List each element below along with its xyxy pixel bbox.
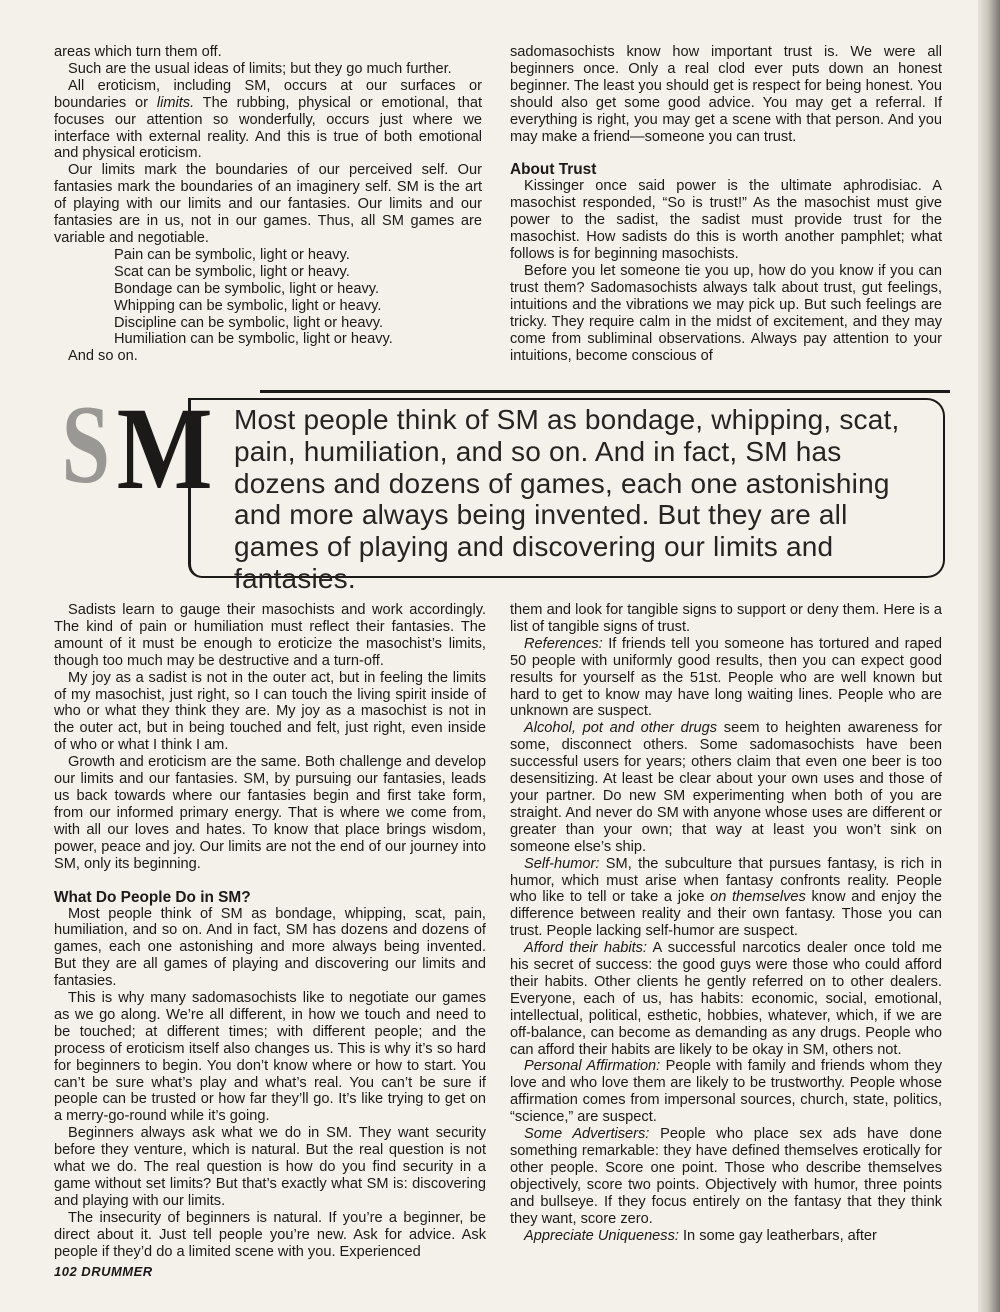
sm-logo-s: S (61, 390, 111, 496)
paragraph: My joy as a sadist is not in the outer act, but in feeling the limits of my masochist, just right, so I can touch the living spirit inside of who or what they think they are. My joy as a masochist is not in the outer act, but in being touched and felt, just right, even inside of who or what I think I am. (54, 669, 486, 754)
paragraph: Beginners always ask what we do in SM. They want security before they venture, which is natural. But the real question is not what we do. The real question is how do you find security in a game without set limits? But that’s exactly what SM is: discovering and playing with our limits. (54, 1125, 486, 1209)
sm-logo-m: M (116, 390, 213, 496)
page-footer: 102 DRUMMER (54, 1264, 153, 1279)
paragraph: Personal Affirmation: People with family and friends whom they love and who love them are likely to be trustworthy. People whose affirmation comes from impersonal sources, church, state, politics, “science,” are suspect. (510, 1058, 942, 1126)
paragraph: Most people think of SM as bondage, whipping, scat, pain, humiliation, and so on. And in fact, SM has dozens and dozens of games, each one astonishing and more always being invented. But they are all games of playing and discovering our limits and fantasies. (54, 905, 486, 990)
pull-quote (60, 386, 950, 594)
paragraph: Sadists learn to gauge their masochists and work accordingly. The kind of pain or humiliation must reflect their fantasies. The amount of it must be enough to eroticize the masochist’s limits, though too much may be destructive and a turn-off. (54, 602, 486, 669)
column-top-right (510, 44, 942, 364)
paragraph: them and look for tangible signs to support or deny them. Here is a list of tangible signs of trust. (510, 602, 942, 635)
paragraph: areas which turn them off. (54, 44, 222, 60)
column-bottom-left (54, 602, 486, 1261)
pull-quote-text: Most people think of SM as bondage, whipping, scat, pain, humiliation, and so on. And in fact, SM has dozens and dozens of games, each one astonishing and more always being invented. But they are all games of playing and discovering our limits and fantasies. (234, 404, 900, 594)
paragraph: Such are the usual ideas of limits; but they go much further. (68, 60, 452, 77)
column-top-left (54, 44, 482, 365)
list-item: Whipping can be symbolic, light or heavy. (114, 297, 382, 314)
paragraph: Appreciate Uniqueness: In some gay leatherbars, after (524, 1227, 877, 1244)
paragraph: All eroticism, including SM, occurs at our surfaces or boundaries or limits. The rubbing, physical or emotional, that focuses our attention so wonderfully, occurs just where we interface with external reality. And this is true of both emotional and physical eroticism. (54, 77, 482, 162)
paragraph: sadomasochists know how important trust is. We were all beginners once. Only a real clod ever puts down an honest beginner. The least you should get is respect for being honest. You should also get some good advice. You may get a referral. If everything is right, you may get a scene with that person. And you may make a friend—someone you can trust. (510, 44, 942, 145)
paragraph: This is why many sadomasochists like to negotiate our games as we go along. We’re all different, in how we touch and need to be touched; at different times; with different people; and the process of eroticism itself also changes us. This is why it’s so hard for beginners to begin. You don’t know where or how to start. You can’t be sure what’s play and what’s real. You can’t be sure if people can be trusted or how far they’ll go. It’s like trying to get on a merry-go-round while it’s going. (54, 990, 486, 1125)
page-binding-shadow (978, 0, 1000, 1312)
paragraph: And so on. (68, 348, 138, 365)
paragraph: Our limits mark the boundaries of our perceived self. Our fantasies mark the boundaries of an imaginery self. SM is the art of playing with our limits and our fantasies. Our limits and our fantasies are in us, not in our games. Thus, all SM games are variable and negotiable. (54, 162, 482, 246)
list-item: Pain can be symbolic, light or heavy. (114, 246, 350, 263)
section-heading: About Trust (510, 161, 597, 179)
paragraph: Growth and eroticism are the same. Both challenge and develop our limits and our fantasies. SM, by pursuing our fantasies, leads us back towards where our fantasies begin and first take form, from our informed primary energy. That is where we come from, with all our loves and hates. To know that place brings wisdom, power, peace and joy. Our limits are not the end of our journey into SM, only its beginning. (54, 754, 486, 872)
paragraph: Some Advertisers: People who place sex ads have done something remarkable: they have defined themselves erotically for other people. Score one point. Those who describe themselves objectively, score two points. Objectively with humor, three points and bullseye. If they focus entirely on the fantasy that they think they want, score zero. (510, 1126, 942, 1227)
paragraph: Before you let someone tie you up, how do you know if you can trust them? Sadomasochists always talk about trust, gut feelings, intuitions and the vibrations we may pick up. But such feelings are tricky. They require calm in the midst of excitement, and they may come from subliminal observations. Always pay attention to your intuitions, become conscious of (510, 262, 942, 364)
section-heading: What Do People Do in SM? (54, 888, 251, 906)
list-item: Discipline can be symbolic, light or heavy. (114, 314, 384, 331)
column-bottom-right (510, 602, 942, 1244)
pull-quote-top-rule (260, 390, 950, 393)
list-item: Humiliation can be symbolic, light or heavy. (114, 331, 393, 348)
list-item: Scat can be symbolic, light or heavy. (114, 263, 350, 280)
limits-list (54, 247, 482, 348)
paragraph: Alcohol, pot and other drugs seem to heighten awareness for some, disconnect others. Some sadomasochists have been successful users for years; others claim that even one beer is too desensitizing. At least be clear about your own uses and those of your partner. Do new SM experimenting when both of you are straight. And never do SM with anyone whose uses are different or greater than your own; that way at least you won’t sink on someone else’s ship. (510, 720, 943, 855)
paragraph: References: If friends tell you someone has tortured and raped 50 people with uniformly good results, then you can expect good results for yourself as the 51st. People who are well known but hard to get to know may have long waiting lines. People who are unknown are suspect. (510, 635, 942, 720)
paragraph: Afford their habits: A successful narcotics dealer once told me his secret of success: the good guys were those who could afford their habits. Other clients he gently referred on to other dealers. Everyone, each of us, has habits: economic, social, emotional, intellectual, political, esthetic, hobbies, whatever, which, if we are off-balance, can become as demanding as any drugs. People who can afford their habits are likely to be okay in SM, others not. (510, 940, 942, 1058)
paragraph: Kissinger once said power is the ultimate aphrodisiac. A masochist responded, “So is trust!” As the masochist must give power to the sadist, the sadist must provide trust for the masochist. How sadists do this is worth another pamphlet; what follows is for beginning masochists. (510, 178, 942, 263)
list-item: Bondage can be symbolic, light or heavy. (114, 280, 380, 297)
paragraph: The insecurity of beginners is natural. If you’re a beginner, be direct about it. Just tell people you’re new. Ask for advice. Ask people if they’d do a limited scene with you. Experienced (54, 1209, 486, 1260)
paragraph: Self-humor: SM, the subculture that pursues fantasy, is rich in humor, which must arise when fantasy confronts reality. People who like to tell or take a joke on themselves know and enjoy the difference between reality and their own fantasy. Those you can trust. People lacking self-humor are suspect. (510, 855, 943, 940)
